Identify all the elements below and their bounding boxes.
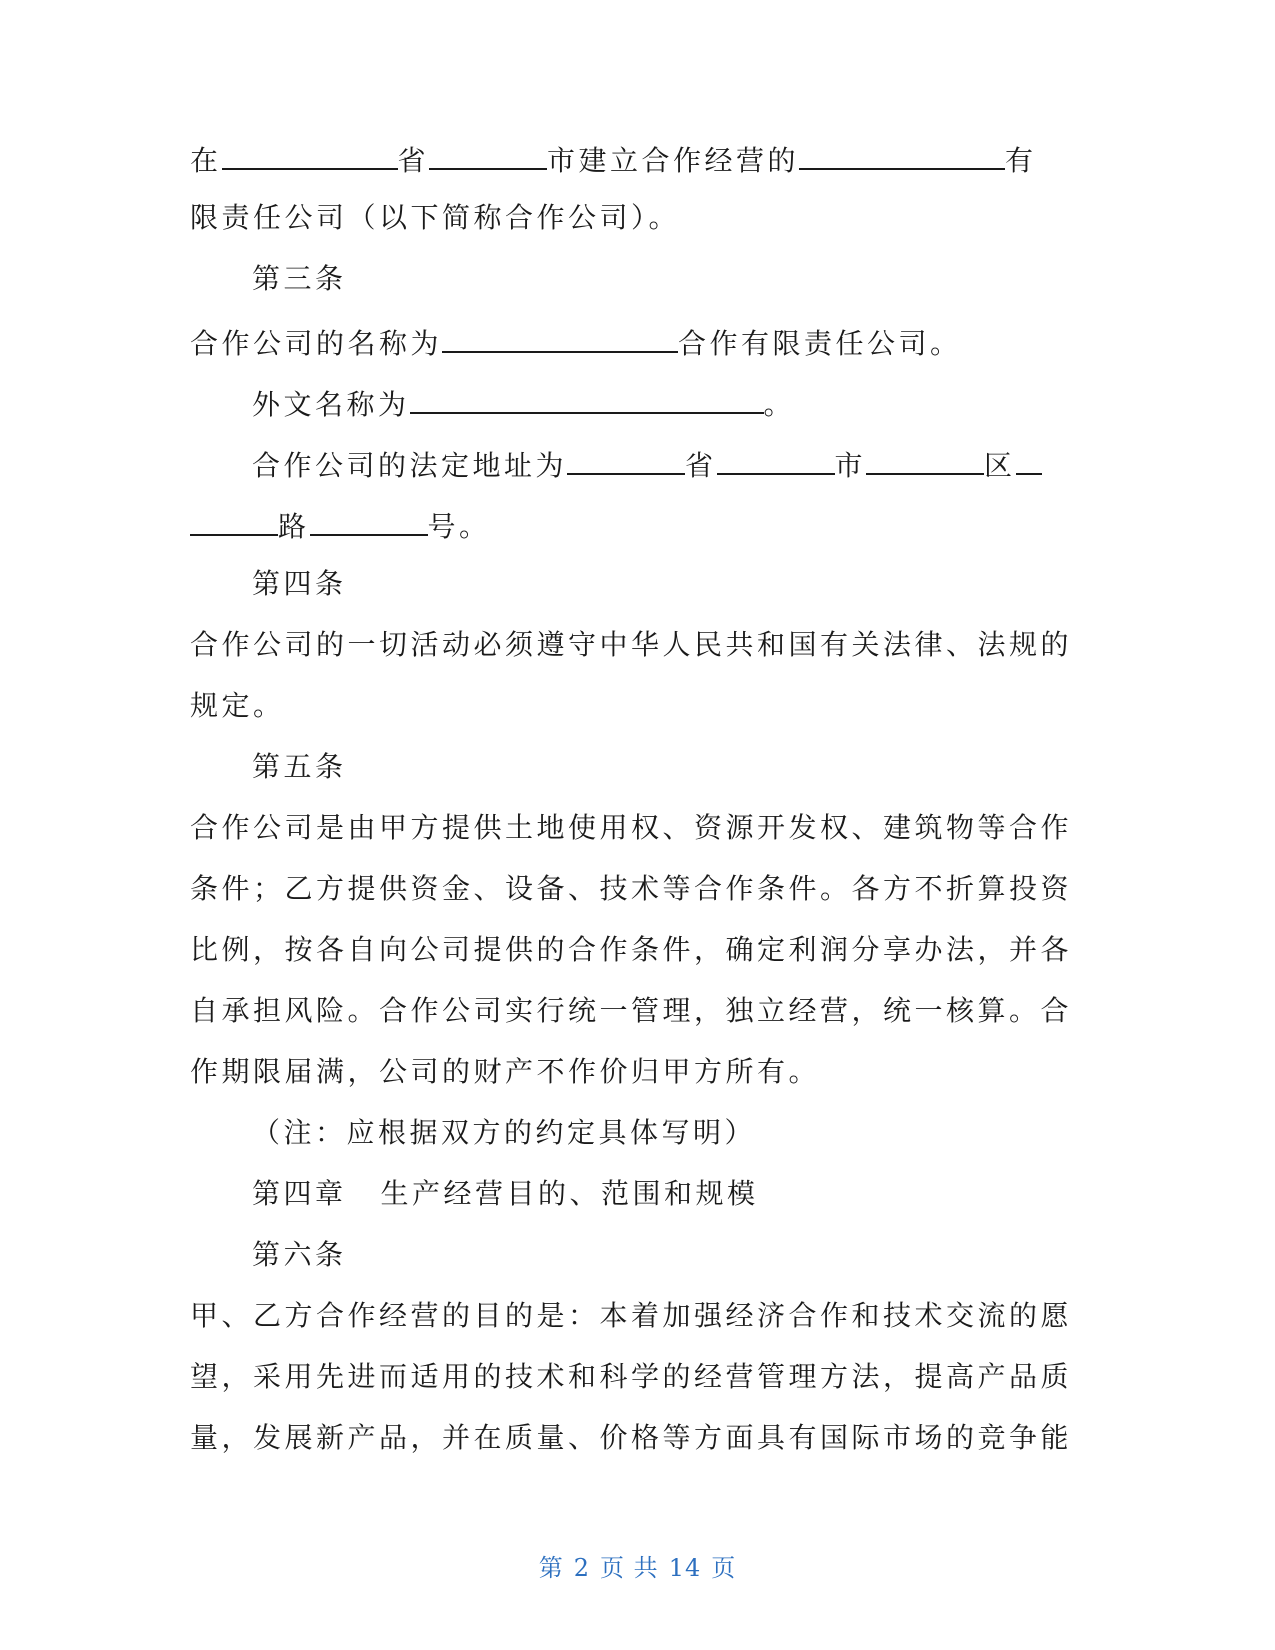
fill-blank [866,447,984,475]
page-footer [0,1548,1275,1583]
note-line: （注：应根据双方的约定具体写明） [252,1116,757,1149]
text-segment: 。 [763,388,796,421]
text-line-1 [190,142,1060,177]
footer-suffix: 页 [711,1554,737,1582]
chapter-heading [190,1179,1060,1209]
total-page-number: 14 [668,1554,702,1582]
text-segment: 外文名称为 [252,388,410,421]
fill-blank [442,325,678,353]
text-segment: 合作公司的名称为 [190,327,443,360]
text-line-6 [190,447,1060,482]
footer-prefix: 第 [538,1554,564,1582]
text-line-13: 条件；乙方提供资金、设备、技术等合作条件。各方不折算投资 [190,872,1073,905]
text-line-16: 作期限届满，公司的财产不作价归甲方所有。 [190,1055,821,1088]
text-line-5 [190,386,1060,421]
article-heading-5: 第五条 [252,750,347,783]
text-segment: 在 [190,144,222,177]
text-line-4 [190,325,1060,360]
text-segment: 区 [984,449,1016,482]
text-segment: 市建立合作经营的 [547,144,800,177]
text-segment: 号。 [427,510,491,543]
text-line-22: 量，发展新产品，并在质量、价格等方面具有国际市场的竞争能 [190,1421,1073,1454]
article-heading-3: 第三条 [252,262,347,295]
text-segment: 有 [1005,144,1037,177]
text-segment: 省 [685,449,717,482]
text-segment: 合作公司的法定地址为 [252,449,568,482]
chapter-number: 第四章 [252,1177,347,1210]
text-line-14: 比例，按各自向公司提供的合作条件，确定利润分享办法，并各 [190,933,1073,966]
text-line-12: 合作公司是由甲方提供土地使用权、资源开发权、建筑物等合作 [190,811,1073,844]
fill-blank [567,447,685,475]
fill-blank [429,142,547,170]
text-segment: 路 [278,510,310,543]
text-line-10: 规定。 [190,689,285,722]
text-line-20: 甲、乙方合作经营的目的是：本着加强经济合作和技术交流的愿 [190,1299,1073,1332]
text-line-2: 限责任公司（以下简称合作公司）。 [190,201,681,234]
current-page-number: 2 [573,1554,591,1582]
document-body [190,142,1073,1484]
fill-blank [410,386,764,414]
fill-blank [222,142,398,170]
fill-blank [717,447,835,475]
footer-middle: 页 共 [600,1554,659,1582]
text-segment: 省 [397,144,430,177]
text-line-9: 合作公司的一切活动必须遵守中华人民共和国有关法律、法规的 [190,628,1073,661]
text-line-15: 自承担风险。合作公司实行统一管理，独立经营，统一核算。合 [190,994,1073,1027]
article-heading-4: 第四条 [252,567,347,600]
fill-blank [190,508,278,536]
fill-blank [799,142,1005,170]
text-segment: 合作有限责任公司。 [678,327,962,360]
text-line-21: 望，采用先进而适用的技术和科学的经营管理方法，提高产品质 [190,1360,1073,1393]
fill-blank [1016,447,1042,475]
article-heading-6: 第六条 [252,1238,347,1271]
fill-blank [310,508,428,536]
text-segment: 市 [834,449,867,482]
text-line-7 [190,508,1060,543]
chapter-title: 生产经营目的、范围和规模 [380,1177,759,1210]
